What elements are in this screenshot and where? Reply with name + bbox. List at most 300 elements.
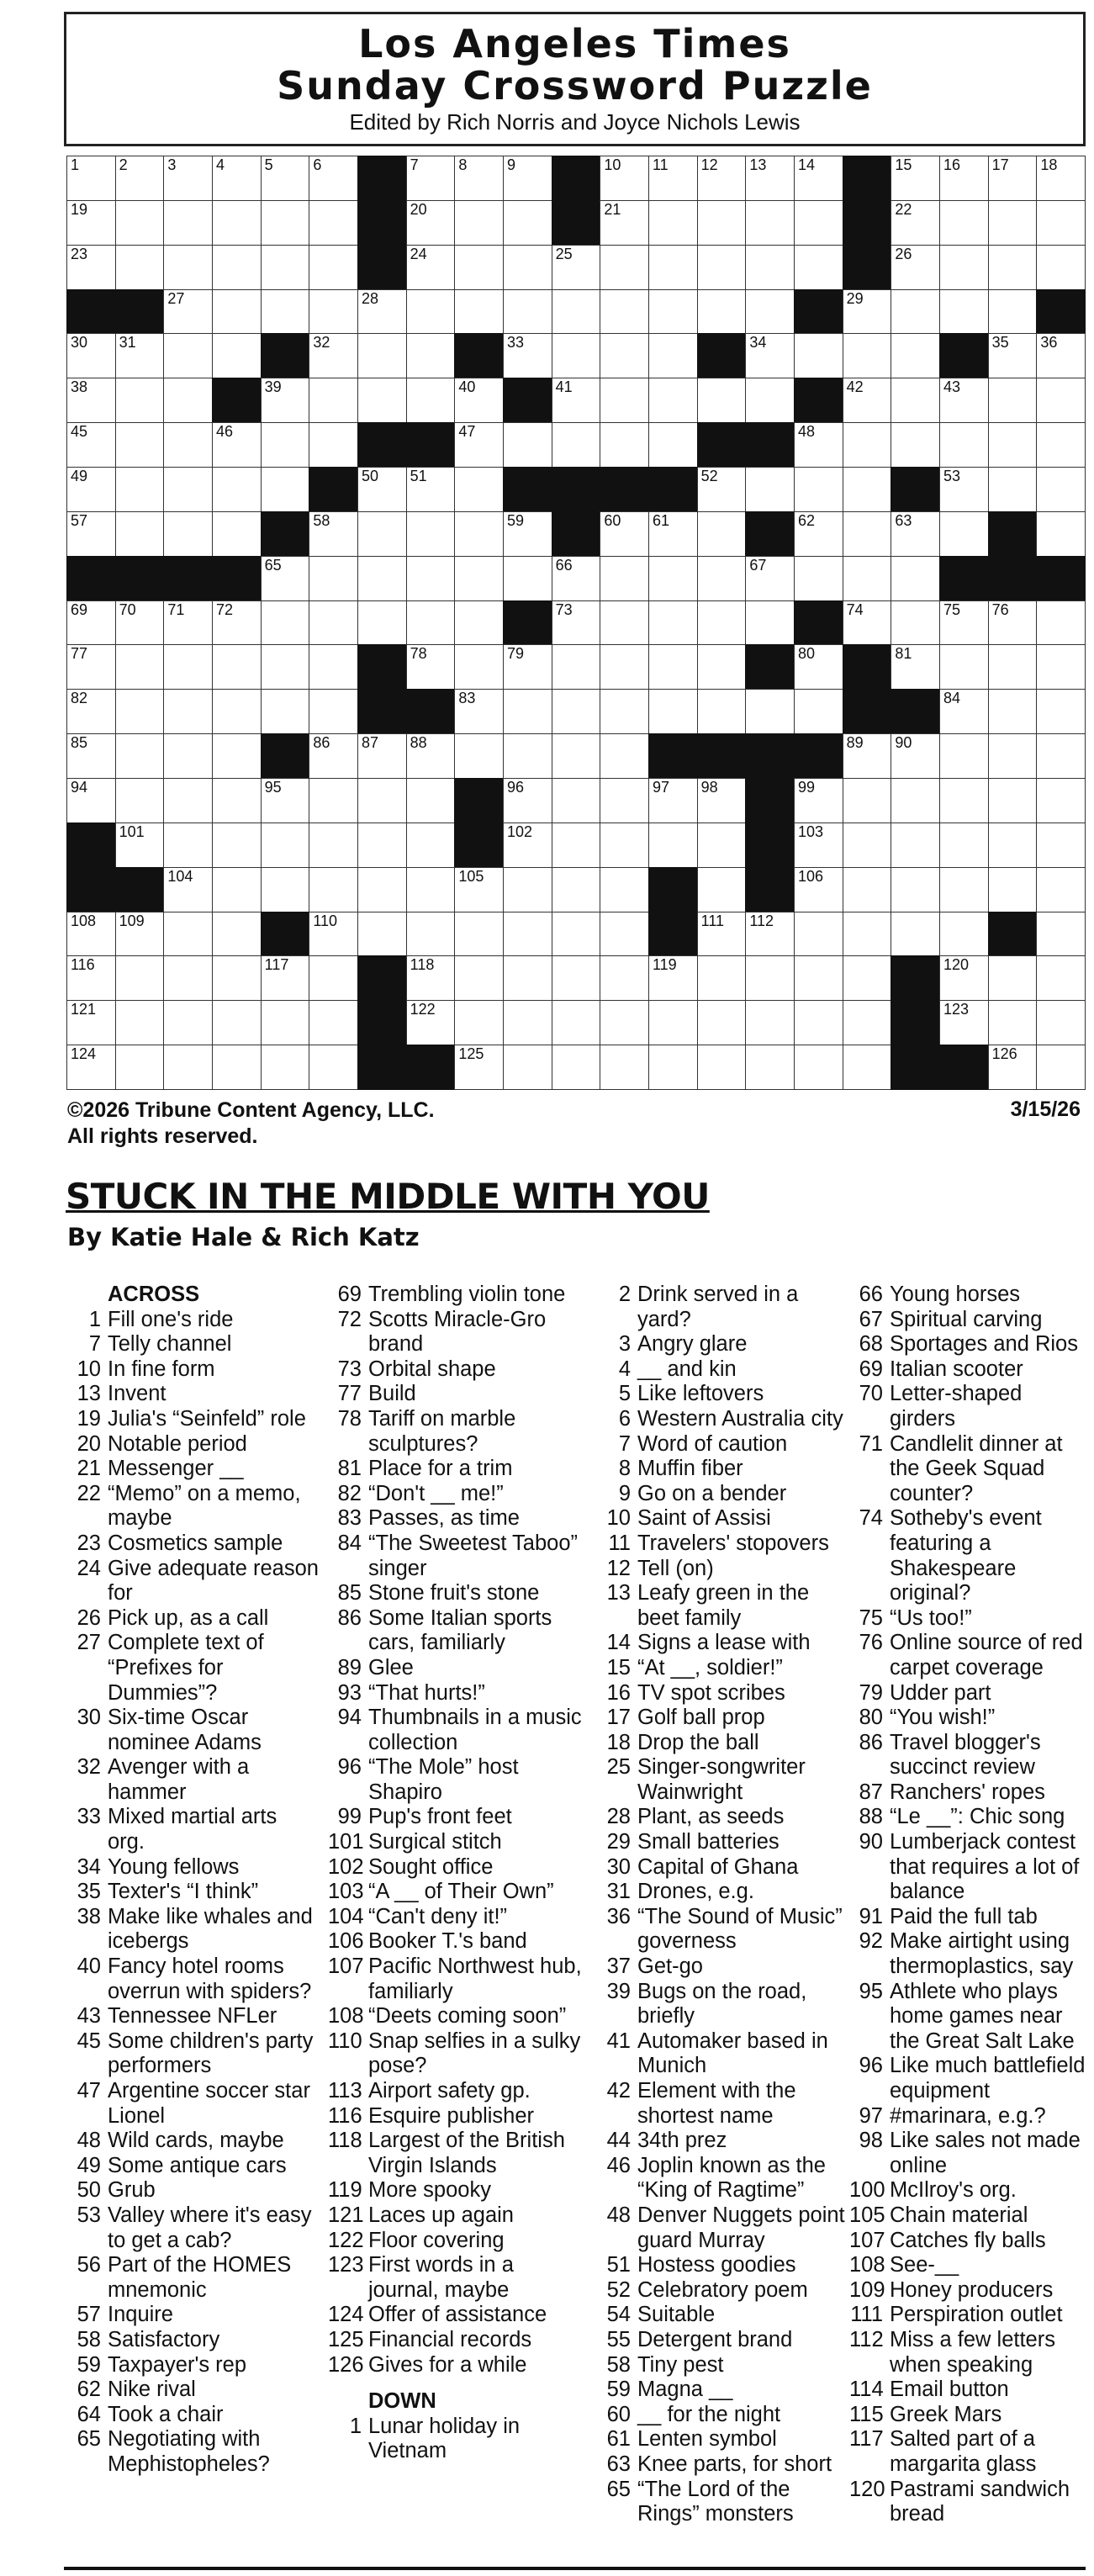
grid-cell[interactable] xyxy=(309,333,358,378)
grid-cell[interactable] xyxy=(309,778,358,823)
grid-cell[interactable] xyxy=(454,378,504,423)
grid-cell[interactable] xyxy=(406,556,456,601)
grid-cell[interactable] xyxy=(212,600,262,646)
grid-cell[interactable] xyxy=(454,556,504,601)
grid-cell[interactable] xyxy=(939,644,989,690)
grid-cell[interactable] xyxy=(552,823,601,868)
grid-cell[interactable] xyxy=(454,289,504,335)
grid-cell[interactable] xyxy=(843,289,892,335)
grid-cell[interactable] xyxy=(357,823,407,868)
grid-cell[interactable] xyxy=(745,156,795,201)
grid-cell[interactable] xyxy=(66,200,116,246)
grid-cell[interactable] xyxy=(552,912,601,957)
grid-cell[interactable] xyxy=(794,644,843,690)
grid-cell[interactable] xyxy=(163,378,213,423)
grid-cell[interactable] xyxy=(552,289,601,335)
grid-cell[interactable] xyxy=(697,245,747,290)
grid-cell[interactable] xyxy=(745,200,795,246)
grid-cell[interactable] xyxy=(988,200,1038,246)
grid-cell[interactable] xyxy=(212,912,262,957)
grid-cell[interactable] xyxy=(66,689,116,734)
grid-cell[interactable] xyxy=(843,511,892,557)
grid-cell[interactable] xyxy=(600,245,649,290)
grid-cell[interactable] xyxy=(309,200,358,246)
grid-cell[interactable] xyxy=(115,600,165,646)
grid-cell[interactable] xyxy=(261,689,310,734)
grid-cell[interactable] xyxy=(261,778,310,823)
grid-cell[interactable] xyxy=(212,511,262,557)
grid-cell[interactable] xyxy=(891,733,940,779)
grid-cell[interactable] xyxy=(1036,378,1086,423)
grid-cell[interactable] xyxy=(115,823,165,868)
grid-cell[interactable] xyxy=(988,467,1038,512)
grid-cell[interactable] xyxy=(66,912,116,957)
grid-cell[interactable] xyxy=(115,378,165,423)
grid-cell[interactable] xyxy=(357,556,407,601)
grid-cell[interactable] xyxy=(261,200,310,246)
grid-cell[interactable] xyxy=(891,156,940,201)
grid-cell[interactable] xyxy=(891,511,940,557)
grid-cell[interactable] xyxy=(503,912,552,957)
grid-cell[interactable] xyxy=(939,378,989,423)
grid-cell[interactable] xyxy=(745,289,795,335)
grid-cell[interactable] xyxy=(843,1000,892,1045)
grid-cell[interactable] xyxy=(115,156,165,201)
grid-cell[interactable] xyxy=(309,422,358,468)
grid-cell[interactable] xyxy=(648,511,698,557)
grid-cell[interactable] xyxy=(600,556,649,601)
grid-cell[interactable] xyxy=(794,867,843,912)
grid-cell[interactable] xyxy=(503,644,552,690)
grid-cell[interactable] xyxy=(939,955,989,1001)
grid-cell[interactable] xyxy=(600,644,649,690)
grid-cell[interactable] xyxy=(406,467,456,512)
grid-cell[interactable] xyxy=(1036,644,1086,690)
grid-cell[interactable] xyxy=(163,245,213,290)
grid-cell[interactable] xyxy=(309,644,358,690)
grid-cell[interactable] xyxy=(552,1000,601,1045)
grid-cell[interactable] xyxy=(697,556,747,601)
grid-cell[interactable] xyxy=(406,733,456,779)
grid-cell[interactable] xyxy=(794,556,843,601)
grid-cell[interactable] xyxy=(988,156,1038,201)
grid-cell[interactable] xyxy=(745,378,795,423)
grid-cell[interactable] xyxy=(745,689,795,734)
grid-cell[interactable] xyxy=(357,467,407,512)
grid-cell[interactable] xyxy=(212,733,262,779)
grid-cell[interactable] xyxy=(1036,467,1086,512)
grid-cell[interactable] xyxy=(600,289,649,335)
grid-cell[interactable] xyxy=(66,600,116,646)
grid-cell[interactable] xyxy=(503,556,552,601)
grid-cell[interactable] xyxy=(648,422,698,468)
grid-cell[interactable] xyxy=(600,600,649,646)
grid-cell[interactable] xyxy=(454,156,504,201)
grid-cell[interactable] xyxy=(115,511,165,557)
grid-cell[interactable] xyxy=(115,245,165,290)
grid-cell[interactable] xyxy=(503,289,552,335)
grid-cell[interactable] xyxy=(939,511,989,557)
grid-cell[interactable] xyxy=(794,156,843,201)
grid-cell[interactable] xyxy=(1036,333,1086,378)
grid-cell[interactable] xyxy=(600,200,649,246)
grid-cell[interactable] xyxy=(552,600,601,646)
grid-cell[interactable] xyxy=(939,245,989,290)
grid-cell[interactable] xyxy=(309,156,358,201)
grid-cell[interactable] xyxy=(988,733,1038,779)
grid-cell[interactable] xyxy=(552,778,601,823)
grid-cell[interactable] xyxy=(1036,778,1086,823)
grid-cell[interactable] xyxy=(1036,733,1086,779)
grid-cell[interactable] xyxy=(309,867,358,912)
grid-cell[interactable] xyxy=(745,467,795,512)
grid-cell[interactable] xyxy=(261,422,310,468)
grid-cell[interactable] xyxy=(212,689,262,734)
grid-cell[interactable] xyxy=(66,156,116,201)
grid-cell[interactable] xyxy=(1036,600,1086,646)
grid-cell[interactable] xyxy=(261,1045,310,1090)
grid-cell[interactable] xyxy=(163,644,213,690)
grid-cell[interactable] xyxy=(261,378,310,423)
grid-cell[interactable] xyxy=(891,823,940,868)
grid-cell[interactable] xyxy=(697,156,747,201)
grid-cell[interactable] xyxy=(648,689,698,734)
grid-cell[interactable] xyxy=(697,378,747,423)
grid-cell[interactable] xyxy=(503,333,552,378)
grid-cell[interactable] xyxy=(891,644,940,690)
grid-cell[interactable] xyxy=(66,467,116,512)
grid-cell[interactable] xyxy=(212,467,262,512)
grid-cell[interactable] xyxy=(503,867,552,912)
grid-cell[interactable] xyxy=(357,600,407,646)
grid-cell[interactable] xyxy=(648,556,698,601)
grid-cell[interactable] xyxy=(406,333,456,378)
grid-cell[interactable] xyxy=(261,1000,310,1045)
grid-cell[interactable] xyxy=(115,1045,165,1090)
grid-cell[interactable] xyxy=(454,867,504,912)
grid-cell[interactable] xyxy=(552,245,601,290)
grid-cell[interactable] xyxy=(988,955,1038,1001)
grid-cell[interactable] xyxy=(503,422,552,468)
grid-cell[interactable] xyxy=(163,200,213,246)
grid-cell[interactable] xyxy=(212,867,262,912)
grid-cell[interactable] xyxy=(552,867,601,912)
grid-cell[interactable] xyxy=(891,200,940,246)
grid-cell[interactable] xyxy=(357,289,407,335)
grid-cell[interactable] xyxy=(600,823,649,868)
grid-cell[interactable] xyxy=(406,156,456,201)
grid-cell[interactable] xyxy=(794,1000,843,1045)
grid-cell[interactable] xyxy=(988,600,1038,646)
grid-cell[interactable] xyxy=(697,1045,747,1090)
grid-cell[interactable] xyxy=(843,733,892,779)
grid-cell[interactable] xyxy=(357,733,407,779)
grid-cell[interactable] xyxy=(1036,867,1086,912)
grid-cell[interactable] xyxy=(406,867,456,912)
grid-cell[interactable] xyxy=(503,955,552,1001)
grid-cell[interactable] xyxy=(794,422,843,468)
grid-cell[interactable] xyxy=(309,955,358,1001)
grid-cell[interactable] xyxy=(406,644,456,690)
grid-cell[interactable] xyxy=(794,912,843,957)
grid-cell[interactable] xyxy=(454,467,504,512)
grid-cell[interactable] xyxy=(600,689,649,734)
grid-cell[interactable] xyxy=(406,778,456,823)
grid-cell[interactable] xyxy=(891,378,940,423)
grid-cell[interactable] xyxy=(503,1000,552,1045)
grid-cell[interactable] xyxy=(115,333,165,378)
grid-cell[interactable] xyxy=(1036,823,1086,868)
grid-cell[interactable] xyxy=(745,245,795,290)
grid-cell[interactable] xyxy=(843,333,892,378)
grid-cell[interactable] xyxy=(212,1000,262,1045)
grid-cell[interactable] xyxy=(212,644,262,690)
grid-cell[interactable] xyxy=(648,644,698,690)
grid-cell[interactable] xyxy=(1036,156,1086,201)
grid-cell[interactable] xyxy=(212,156,262,201)
grid-cell[interactable] xyxy=(648,600,698,646)
grid-cell[interactable] xyxy=(261,156,310,201)
grid-cell[interactable] xyxy=(212,245,262,290)
grid-cell[interactable] xyxy=(600,156,649,201)
grid-cell[interactable] xyxy=(261,556,310,601)
grid-cell[interactable] xyxy=(648,378,698,423)
grid-cell[interactable] xyxy=(503,689,552,734)
grid-cell[interactable] xyxy=(843,422,892,468)
grid-cell[interactable] xyxy=(939,778,989,823)
grid-cell[interactable] xyxy=(745,600,795,646)
grid-cell[interactable] xyxy=(988,245,1038,290)
grid-cell[interactable] xyxy=(891,422,940,468)
grid-cell[interactable] xyxy=(843,556,892,601)
grid-cell[interactable] xyxy=(454,955,504,1001)
grid-cell[interactable] xyxy=(648,823,698,868)
grid-cell[interactable] xyxy=(745,556,795,601)
grid-cell[interactable] xyxy=(891,778,940,823)
grid-cell[interactable] xyxy=(454,1000,504,1045)
grid-cell[interactable] xyxy=(163,955,213,1001)
grid-cell[interactable] xyxy=(115,689,165,734)
grid-cell[interactable] xyxy=(163,733,213,779)
grid-cell[interactable] xyxy=(552,733,601,779)
grid-cell[interactable] xyxy=(309,289,358,335)
grid-cell[interactable] xyxy=(357,778,407,823)
grid-cell[interactable] xyxy=(600,422,649,468)
grid-cell[interactable] xyxy=(115,467,165,512)
grid-cell[interactable] xyxy=(891,556,940,601)
grid-cell[interactable] xyxy=(309,1000,358,1045)
grid-cell[interactable] xyxy=(648,289,698,335)
grid-cell[interactable] xyxy=(745,912,795,957)
grid-cell[interactable] xyxy=(503,823,552,868)
grid-cell[interactable] xyxy=(697,644,747,690)
grid-cell[interactable] xyxy=(406,823,456,868)
grid-cell[interactable] xyxy=(212,778,262,823)
grid-cell[interactable] xyxy=(357,511,407,557)
grid-cell[interactable] xyxy=(697,200,747,246)
grid-cell[interactable] xyxy=(600,778,649,823)
grid-cell[interactable] xyxy=(843,823,892,868)
grid-cell[interactable] xyxy=(66,245,116,290)
grid-cell[interactable] xyxy=(357,378,407,423)
grid-cell[interactable] xyxy=(115,1000,165,1045)
grid-cell[interactable] xyxy=(212,422,262,468)
grid-cell[interactable] xyxy=(503,778,552,823)
grid-cell[interactable] xyxy=(794,511,843,557)
grid-cell[interactable] xyxy=(794,245,843,290)
grid-cell[interactable] xyxy=(163,333,213,378)
grid-cell[interactable] xyxy=(891,245,940,290)
grid-cell[interactable] xyxy=(648,778,698,823)
grid-cell[interactable] xyxy=(745,1045,795,1090)
grid-cell[interactable] xyxy=(600,1000,649,1045)
grid-cell[interactable] xyxy=(66,1045,116,1090)
grid-cell[interactable] xyxy=(261,289,310,335)
grid-cell[interactable] xyxy=(454,245,504,290)
grid-cell[interactable] xyxy=(552,378,601,423)
grid-cell[interactable] xyxy=(843,867,892,912)
grid-cell[interactable] xyxy=(697,912,747,957)
grid-cell[interactable] xyxy=(939,867,989,912)
grid-cell[interactable] xyxy=(1036,245,1086,290)
grid-cell[interactable] xyxy=(843,912,892,957)
grid-cell[interactable] xyxy=(503,733,552,779)
grid-cell[interactable] xyxy=(552,955,601,1001)
grid-cell[interactable] xyxy=(163,1045,213,1090)
grid-cell[interactable] xyxy=(939,422,989,468)
grid-cell[interactable] xyxy=(794,200,843,246)
grid-cell[interactable] xyxy=(309,689,358,734)
grid-cell[interactable] xyxy=(939,912,989,957)
grid-cell[interactable] xyxy=(891,600,940,646)
grid-cell[interactable] xyxy=(454,912,504,957)
grid-cell[interactable] xyxy=(163,422,213,468)
grid-cell[interactable] xyxy=(503,245,552,290)
grid-cell[interactable] xyxy=(1036,689,1086,734)
grid-cell[interactable] xyxy=(794,467,843,512)
grid-cell[interactable] xyxy=(939,156,989,201)
grid-cell[interactable] xyxy=(939,823,989,868)
grid-cell[interactable] xyxy=(115,422,165,468)
grid-cell[interactable] xyxy=(66,511,116,557)
grid-cell[interactable] xyxy=(988,867,1038,912)
grid-cell[interactable] xyxy=(843,1045,892,1090)
grid-cell[interactable] xyxy=(600,955,649,1001)
grid-cell[interactable] xyxy=(406,912,456,957)
grid-cell[interactable] xyxy=(66,955,116,1001)
grid-cell[interactable] xyxy=(115,955,165,1001)
grid-cell[interactable] xyxy=(66,778,116,823)
grid-cell[interactable] xyxy=(697,867,747,912)
grid-cell[interactable] xyxy=(648,1045,698,1090)
grid-cell[interactable] xyxy=(66,733,116,779)
grid-cell[interactable] xyxy=(212,823,262,868)
grid-cell[interactable] xyxy=(66,1000,116,1045)
grid-cell[interactable] xyxy=(794,689,843,734)
grid-cell[interactable] xyxy=(406,200,456,246)
grid-cell[interactable] xyxy=(357,912,407,957)
grid-cell[interactable] xyxy=(454,733,504,779)
grid-cell[interactable] xyxy=(794,1045,843,1090)
grid-cell[interactable] xyxy=(454,689,504,734)
grid-cell[interactable] xyxy=(406,245,456,290)
grid-cell[interactable] xyxy=(163,823,213,868)
grid-cell[interactable] xyxy=(163,156,213,201)
grid-cell[interactable] xyxy=(406,289,456,335)
grid-cell[interactable] xyxy=(454,422,504,468)
grid-cell[interactable] xyxy=(988,378,1038,423)
grid-cell[interactable] xyxy=(552,422,601,468)
grid-cell[interactable] xyxy=(309,511,358,557)
grid-cell[interactable] xyxy=(1036,1045,1086,1090)
grid-cell[interactable] xyxy=(212,200,262,246)
grid-cell[interactable] xyxy=(309,245,358,290)
grid-cell[interactable] xyxy=(697,689,747,734)
grid-cell[interactable] xyxy=(163,912,213,957)
grid-cell[interactable] xyxy=(1036,422,1086,468)
grid-cell[interactable] xyxy=(212,333,262,378)
grid-cell[interactable] xyxy=(648,156,698,201)
grid-cell[interactable] xyxy=(115,733,165,779)
grid-cell[interactable] xyxy=(843,778,892,823)
grid-cell[interactable] xyxy=(843,467,892,512)
grid-cell[interactable] xyxy=(552,1045,601,1090)
grid-cell[interactable] xyxy=(309,912,358,957)
grid-cell[interactable] xyxy=(697,1000,747,1045)
grid-cell[interactable] xyxy=(1036,1000,1086,1045)
grid-cell[interactable] xyxy=(212,289,262,335)
grid-cell[interactable] xyxy=(212,1045,262,1090)
grid-cell[interactable] xyxy=(261,823,310,868)
grid-cell[interactable] xyxy=(1036,955,1086,1001)
grid-cell[interactable] xyxy=(552,333,601,378)
grid-cell[interactable] xyxy=(939,600,989,646)
grid-cell[interactable] xyxy=(697,600,747,646)
grid-cell[interactable] xyxy=(648,955,698,1001)
grid-cell[interactable] xyxy=(988,1000,1038,1045)
grid-cell[interactable] xyxy=(891,867,940,912)
grid-cell[interactable] xyxy=(648,333,698,378)
grid-cell[interactable] xyxy=(988,1045,1038,1090)
grid-cell[interactable] xyxy=(261,644,310,690)
grid-cell[interactable] xyxy=(988,778,1038,823)
grid-cell[interactable] xyxy=(261,467,310,512)
grid-cell[interactable] xyxy=(939,289,989,335)
grid-cell[interactable] xyxy=(988,422,1038,468)
grid-cell[interactable] xyxy=(552,689,601,734)
grid-cell[interactable] xyxy=(600,733,649,779)
grid-cell[interactable] xyxy=(794,823,843,868)
grid-cell[interactable] xyxy=(261,245,310,290)
grid-cell[interactable] xyxy=(939,1000,989,1045)
grid-cell[interactable] xyxy=(261,955,310,1001)
grid-cell[interactable] xyxy=(309,600,358,646)
grid-cell[interactable] xyxy=(843,955,892,1001)
grid-cell[interactable] xyxy=(745,955,795,1001)
grid-cell[interactable] xyxy=(939,689,989,734)
grid-cell[interactable] xyxy=(697,289,747,335)
grid-cell[interactable] xyxy=(939,733,989,779)
grid-cell[interactable] xyxy=(552,556,601,601)
grid-cell[interactable] xyxy=(1036,511,1086,557)
grid-cell[interactable] xyxy=(503,156,552,201)
grid-cell[interactable] xyxy=(454,600,504,646)
grid-cell[interactable] xyxy=(891,289,940,335)
grid-cell[interactable] xyxy=(406,955,456,1001)
grid-cell[interactable] xyxy=(600,867,649,912)
grid-cell[interactable] xyxy=(697,955,747,1001)
grid-cell[interactable] xyxy=(406,378,456,423)
